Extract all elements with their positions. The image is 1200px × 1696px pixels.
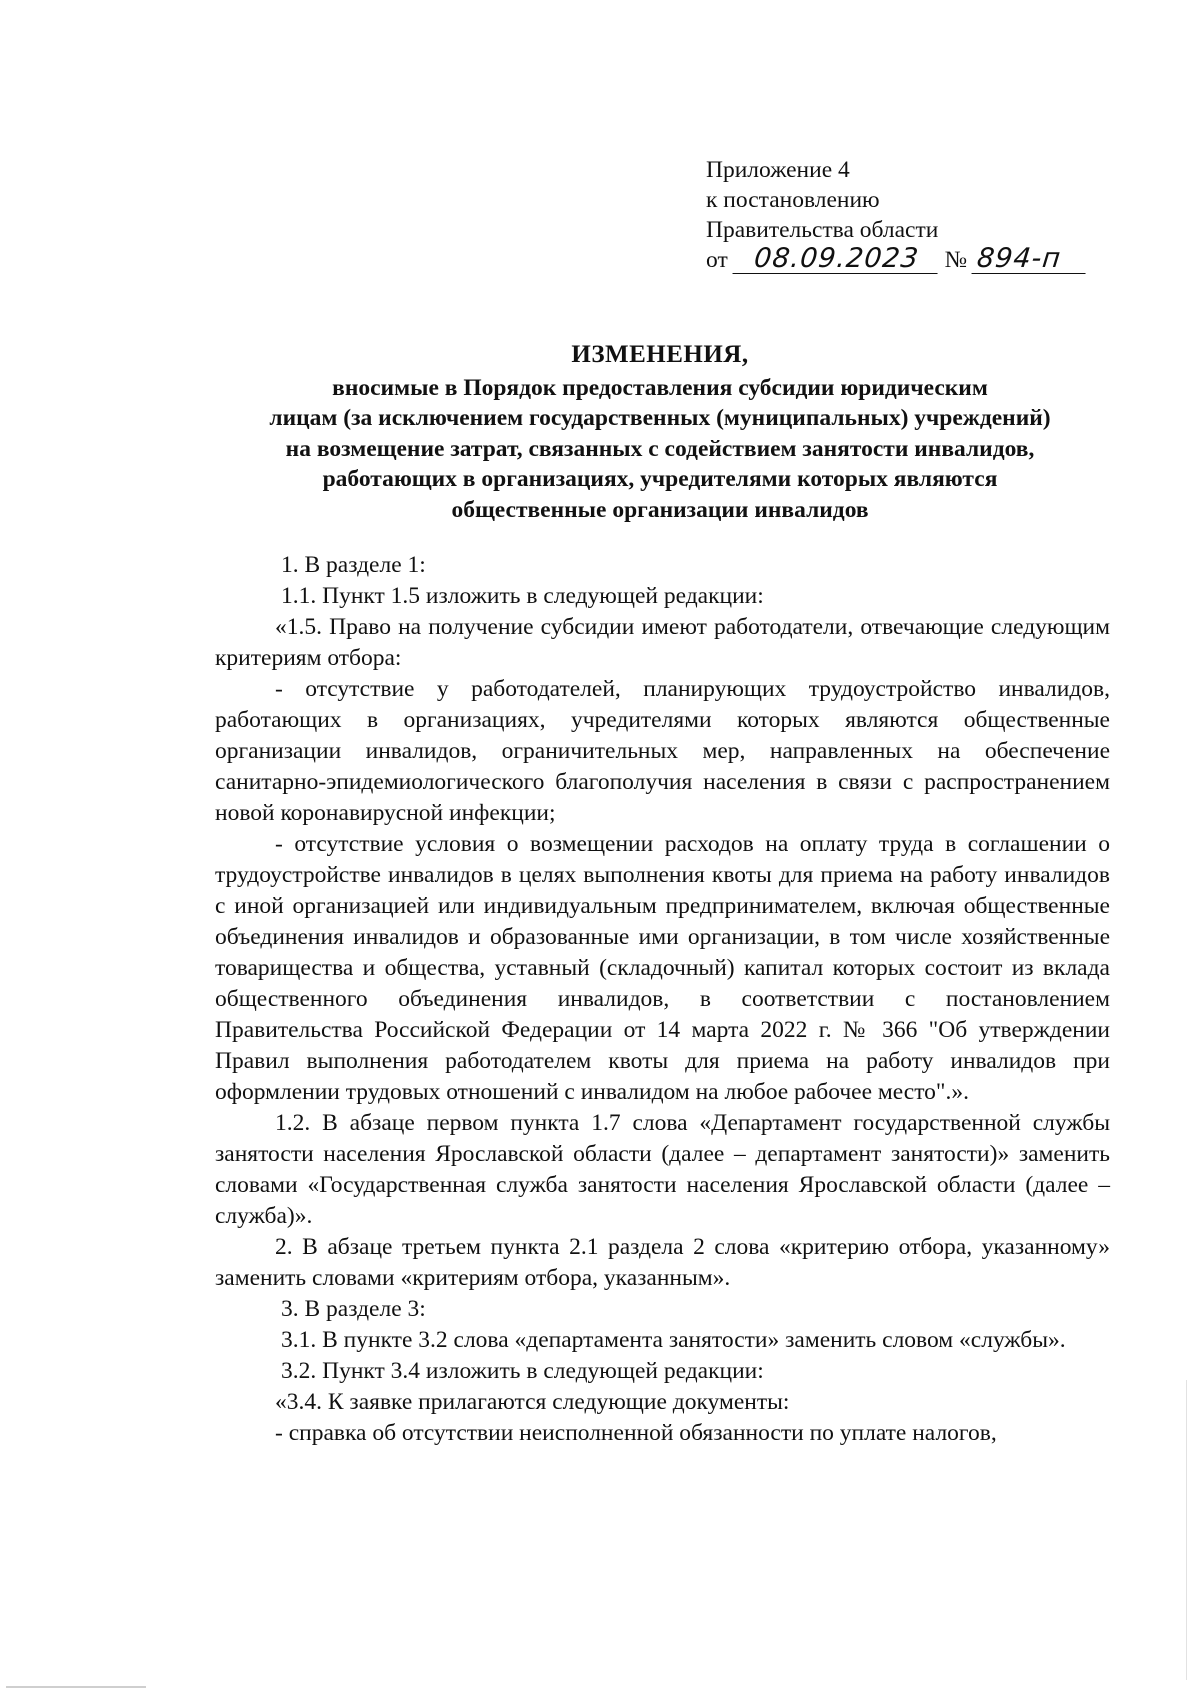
title-line-1: вносимые в Порядок предоставления субсидии юридическим [332, 374, 988, 401]
paragraph-6: 1.2. В абзаце первом пункта 1.7 слова «Департамент государственной службы занятости населения Ярославской области (далее – департамент занятости)» заменить словами «Государственная служба занятости населения Ярославской области (далее – служба)». [215, 1110, 1110, 1229]
paragraph-12: - справка об отсутствии неисполненной обязанности по уплате налогов, [275, 1420, 997, 1446]
title-line-5: общественные организации инвалидов [451, 496, 869, 523]
paragraph-8: 3. В разделе 3: [281, 1296, 426, 1322]
paragraph-3: «1.5. Право на получение субсидии имеют работодатели, отвечающие следующим критериям отбора: [215, 614, 1110, 671]
paragraph-10: 3.2. Пункт 3.4 изложить в следующей редакции: [281, 1358, 764, 1384]
annex-header [706, 155, 1087, 275]
paragraph-2: 1.1. Пункт 1.5 изложить в следующей редакции: [281, 583, 764, 609]
annex-line-1: Приложение 4 [706, 157, 850, 183]
title-line-4: работающих в организациях, учредителями которых являются [322, 466, 998, 492]
paragraph-7: 2. В абзаце третьем пункта 2.1 раздела 2 слова «критерию отбора, указанному» заменить словами «критериям отбора, указанным». [215, 1234, 1110, 1291]
title-main: ИЗМЕНЕНИЯ, [571, 341, 749, 368]
handwritten-date: 08.09.2023 [732, 245, 940, 274]
number-sign: № [944, 247, 968, 273]
paragraph-4: - отсутствие у работодателей, планирующих трудоустройство инвалидов, работающих в организациях, учредителями которых являются общественные организации инвалидов, ограничительных мер, направленных на обеспечение санитарно-эпидемиологического благополучия населения в связи с распространением новой коронавирусной инфекции; [215, 676, 1110, 826]
document-title [200, 340, 1120, 525]
paragraph-5: - отсутствие условия о возмещении расходов на оплату труда в соглашении о трудоустройстве инвалидов в целях выполнения квоты для приема на работу инвалидов с иной организацией или индивидуальным предпринимателем, включая общественные объединения инвалидов и образованные ими организации, в том числе хозяйственные товарищества и общества, уставный (складочный) капитал которых состоит из вклада общественного объединения инвалидов, в соответствии с постановлением Правительства Российской Федерации от 14 марта 2022 г. № 366 "Об утверждении Правил выполнения работодателем квоты для приема на работу инвалидов при оформлении трудовых отношений с инвалидом на любое рабочее место".». [215, 831, 1110, 1105]
annex-date-line [706, 245, 1087, 275]
annex-from-label: от [706, 247, 728, 273]
scan-artifact [6, 1686, 146, 1688]
annex-line-2: к постановлению [706, 187, 880, 213]
document-body [215, 550, 1110, 1449]
annex-line-3: Правительства области [706, 217, 939, 243]
paragraph-9: 3.1. В пункте 3.2 слова «департамента занятости» заменить словом «службы». [281, 1327, 1066, 1353]
paragraph-11: «3.4. К заявке прилагаются следующие документы: [275, 1389, 790, 1415]
title-line-3: на возмещение затрат, связанных с содействием занятости инвалидов, [285, 435, 1035, 462]
title-line-2: лицам (за исключением государственных (муниципальных) учреждений) [269, 405, 1051, 431]
scan-edge-line [1186, 1380, 1187, 1680]
handwritten-number: 894-п [971, 245, 1088, 274]
paragraph-1: 1. В разделе 1: [281, 552, 426, 578]
